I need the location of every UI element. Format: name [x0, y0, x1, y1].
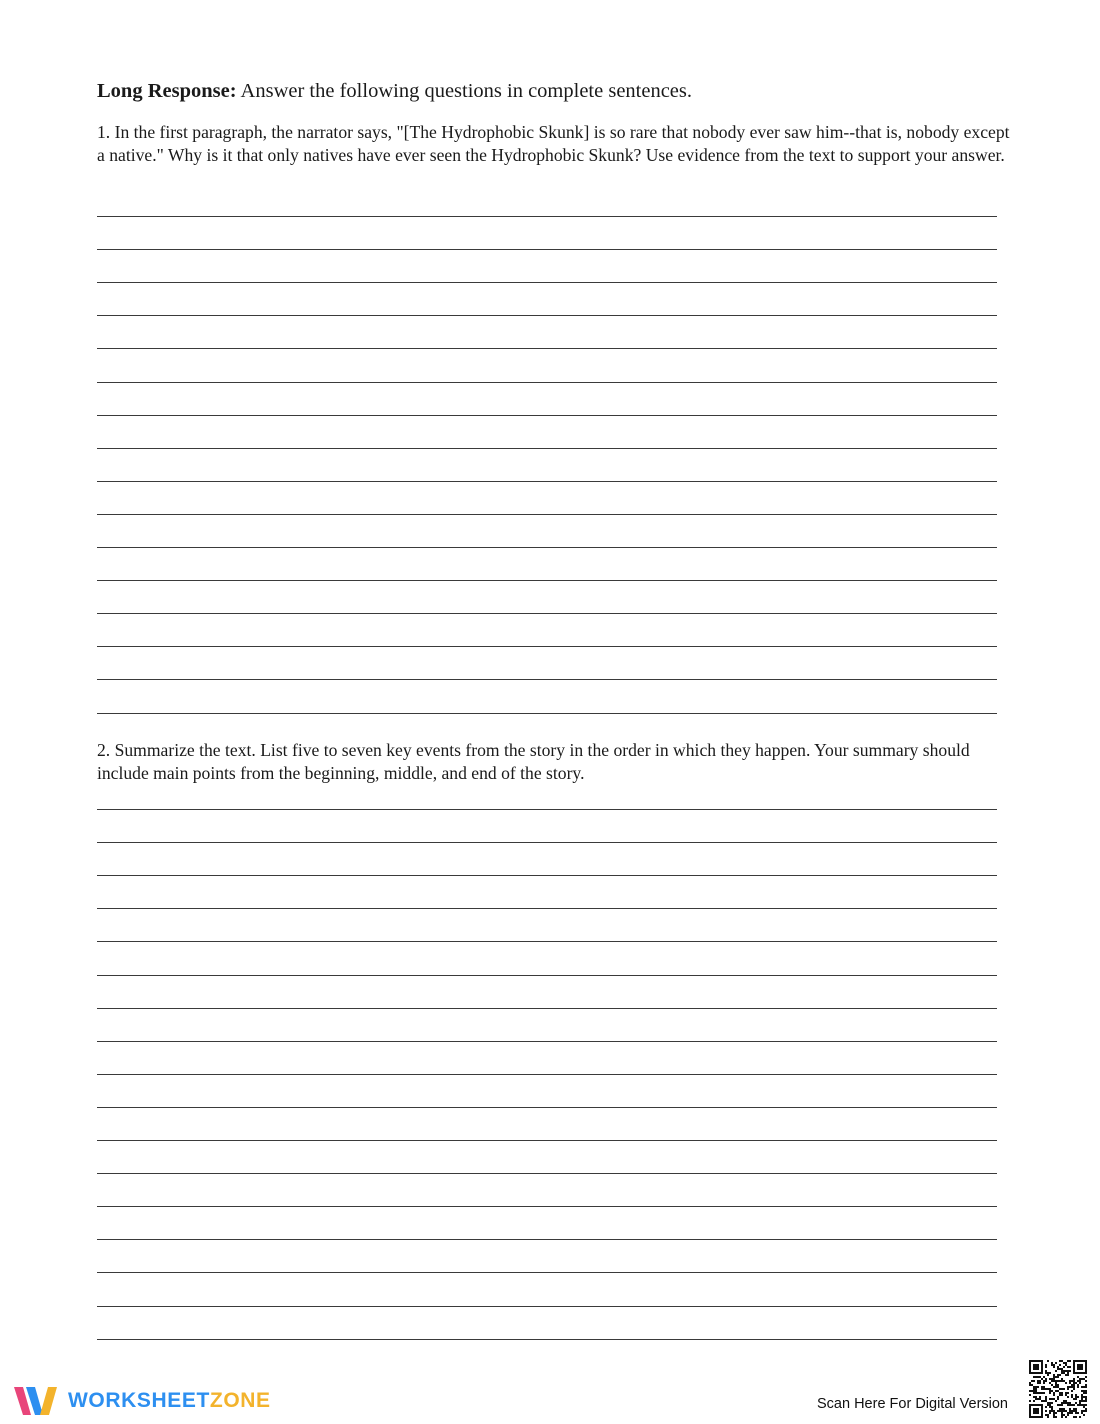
answer-line[interactable]	[97, 1140, 997, 1141]
answer-line[interactable]	[97, 1239, 997, 1240]
answer-line[interactable]	[97, 1272, 997, 1273]
answer-line[interactable]	[97, 1041, 997, 1042]
answer-line[interactable]	[97, 679, 997, 680]
answer-line[interactable]	[97, 842, 997, 843]
answer-line[interactable]	[97, 315, 997, 316]
answer-line[interactable]	[97, 975, 997, 976]
long-response-label: Long Response:	[97, 80, 237, 102]
answer-line[interactable]	[97, 1008, 997, 1009]
answer-line[interactable]	[97, 713, 997, 714]
instructions-header	[97, 78, 1017, 104]
answer-line[interactable]	[97, 481, 997, 482]
answer-line[interactable]	[97, 941, 997, 942]
answer-line[interactable]	[97, 415, 997, 416]
worksheetzone-logo-icon	[14, 1385, 62, 1417]
answer-line[interactable]	[97, 1306, 997, 1307]
answer-line[interactable]	[97, 1107, 997, 1108]
scan-caption: Scan Here For Digital Version	[817, 1396, 1008, 1412]
worksheetzone-logo[interactable]	[14, 1384, 271, 1418]
answer-line[interactable]	[97, 348, 997, 349]
question-1-prompt: 1. In the first paragraph, the narrator says, "[The Hydrophobic Skunk] is so rare that nobody ever saw him--that is, nobody except a native." Why is it that only natives have ever seen the Hydrophobic Skunk? Use evidence from the text to support your answer.	[97, 122, 1010, 165]
answer-line[interactable]	[97, 216, 997, 217]
question-2-prompt: 2. Summarize the text. List five to seven key events from the story in the order in which they happen. Your summary should include main points from the beginning, middle, and end of the story.	[97, 740, 970, 783]
answer-line[interactable]	[97, 1074, 997, 1075]
answer-line[interactable]	[97, 1206, 997, 1207]
answer-line[interactable]	[97, 580, 997, 581]
answer-line[interactable]	[97, 613, 997, 614]
instructions-text: Answer the following questions in complete sentences.	[236, 80, 693, 102]
worksheetzone-wordmark: WORKSHEETZONE	[68, 1389, 271, 1412]
answer-line[interactable]	[97, 1173, 997, 1174]
answer-line[interactable]	[97, 514, 997, 515]
answer-line[interactable]	[97, 875, 997, 876]
answer-line[interactable]	[97, 809, 997, 810]
answer-line[interactable]	[97, 249, 997, 250]
answer-line[interactable]	[97, 1339, 997, 1340]
answer-line[interactable]	[97, 282, 997, 283]
answer-line[interactable]	[97, 547, 997, 548]
answer-line[interactable]	[97, 448, 997, 449]
answer-line[interactable]	[97, 646, 997, 647]
answer-line[interactable]	[97, 382, 997, 383]
answer-line[interactable]	[97, 908, 997, 909]
qr-code-icon[interactable]	[1029, 1360, 1087, 1418]
